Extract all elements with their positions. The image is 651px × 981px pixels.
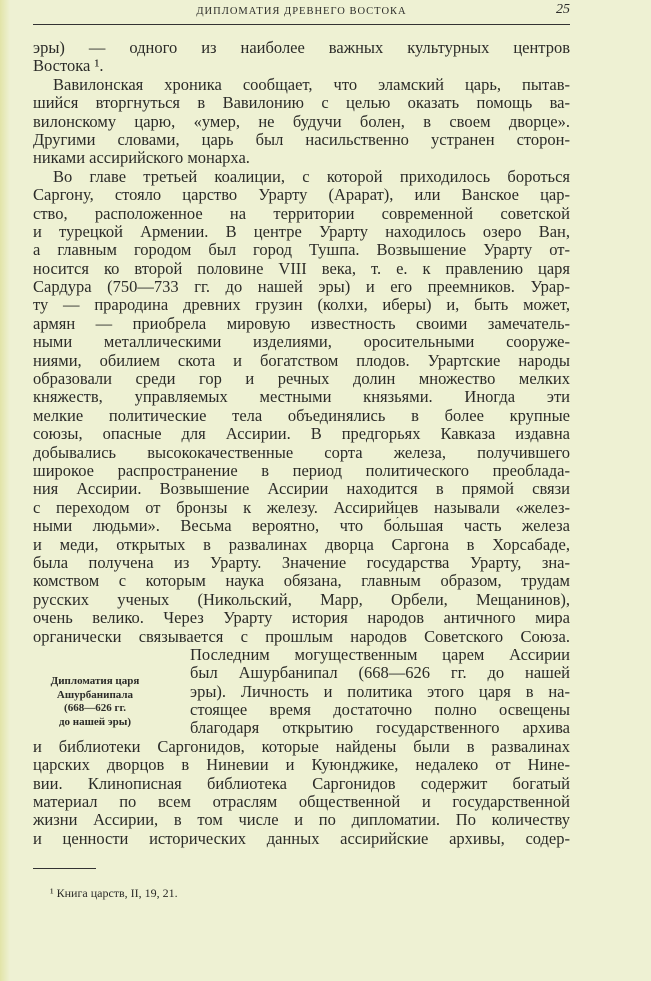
text-line: Вавилонская хроника сообщает, что эламский царь, пытав- (53, 75, 570, 94)
text-line: ными людьми». Весьма вероятно, что бо́льшая часть железа (33, 517, 570, 536)
text-line: стоящее время достаточно полно освещены (190, 701, 570, 720)
text-line: и ценности исторических данных ассирийские архивы, содер- (33, 829, 570, 848)
text-line: жизни Ассирии, в том числе и по дипломатии. По количеству (33, 811, 570, 830)
text-line: материал по всем отраслям общественной и государственной (33, 793, 570, 812)
text-line: вии. Клинописная библиотека Саргонидов содержит богатый (33, 774, 570, 793)
text-line: русских ученых (Никольский, Марр, Орбели, Мещанинов), (33, 590, 570, 609)
margin-note-line: до нашей эры) (58, 715, 132, 728)
text-line: была получена из Урарту. Значение государства Урарту, зна- (33, 553, 570, 572)
text-line: царских дворцов в Ниневии и Куюнджике, недалеко от Нине- (33, 756, 570, 775)
text-line: образовали среди гор и речных долин множество мелких (33, 370, 570, 389)
text-line: ту — прародина древних грузин (колхи, иберы) и, быть может, (33, 296, 570, 315)
text-line: органически связывается с прошлым народов Советского Союза. (33, 627, 570, 646)
text-line: Во главе третьей коалиции, с которой приходилось бороться (53, 167, 570, 186)
header-rule (33, 24, 570, 25)
page-number: 25 (556, 2, 570, 17)
footnote-rule (33, 868, 96, 869)
margin-note-line: (668—626 гг. (64, 702, 126, 714)
text-line: Сардура (750—733 гг. до нашей эры) и его преемников. Урар- (33, 278, 570, 297)
text-line: носится ко второй половине VIII века, т. е. к правлению царя (33, 259, 570, 278)
text-line: союзы, опасные для Ассирии. В предгорьях Кавказа издавна (33, 425, 570, 444)
text-line: княжеств, управляемых местными князьями. Иногда эти (33, 388, 570, 407)
text-line: Саргону, стояло царство Урарту (Арарат), или Ванское цар- (33, 186, 570, 205)
text-line: никами ассирийского монарха. (33, 149, 250, 168)
text-line: был Ашурбанипал (668—626 гг. до нашей (190, 664, 570, 683)
page-edge-shadow (0, 0, 10, 981)
text-line: а главным городом был город Тушпа. Возвышение Урарту от- (33, 241, 570, 260)
text-line: ство, расположенное на территории современной советской (33, 204, 570, 223)
text-line: широкое распространение в период политического преоблада- (33, 461, 570, 480)
margin-note-line: Дипломатия царя (50, 675, 140, 687)
margin-note (33, 675, 157, 729)
text-line: эры). Личность и политика этого царя в на- (190, 682, 570, 701)
running-title: ДИПЛОМАТИЯ ДРЕВНЕГО ВОСТОКА (196, 6, 407, 17)
footnote: ¹ Книга царств, II, 19, 21. (50, 886, 178, 900)
text-line: Востока ¹. (33, 57, 104, 76)
text-line: комством с которым наука обязана, главным образом, трудам (33, 572, 570, 591)
text-line: Последним могущественным царем Ассирии (190, 645, 570, 664)
text-line: очень велико. Через Урарту история народов античного мира (33, 609, 570, 628)
text-line: и турецкой Армении. В центре Урарту находилось озеро Ван, (33, 222, 570, 241)
running-header (33, 2, 570, 22)
text-line: ниями, обилием скота и богатством плодов. Урартские народы (33, 351, 570, 370)
text-line: армян — приобрела мировую известность своими замечатель- (33, 314, 570, 333)
text-line: мелкие политические тела объединялись в более крупные (33, 406, 570, 425)
text-line: с переходом от бронзы к железу. Ассирийцев называли «желез- (33, 498, 570, 517)
text-line: ными металлическими изделиями, оросительными сооруже- (33, 333, 570, 352)
text-line: и библиотеки Саргонидов, которые найдены были в развалинах (33, 737, 570, 756)
margin-note-line: Ашурбанипала (56, 688, 134, 701)
text-line: Другими словами, царь был насильственно устранен сторон- (33, 130, 570, 149)
text-line: добывались высококачественные сорта железа, получившего (33, 443, 570, 462)
text-line: вилонскому царю, «умер, не будучи болен, в своем дворце». (33, 112, 570, 131)
text-line: и меди, открытых в развалинах дворца Саргона в Хорсабаде, (33, 535, 570, 554)
text-line: эры) — одного из наиболее важных культурных центров (33, 39, 570, 57)
text-line: шийся вторгнуться в Вавилонию с целью оказать помощь ва- (33, 94, 570, 113)
text-line: ния Ассирии. Возвышение Ассирии находится в прямой связи (33, 480, 570, 499)
text-line: благодаря открытию государственного архива (190, 719, 570, 738)
